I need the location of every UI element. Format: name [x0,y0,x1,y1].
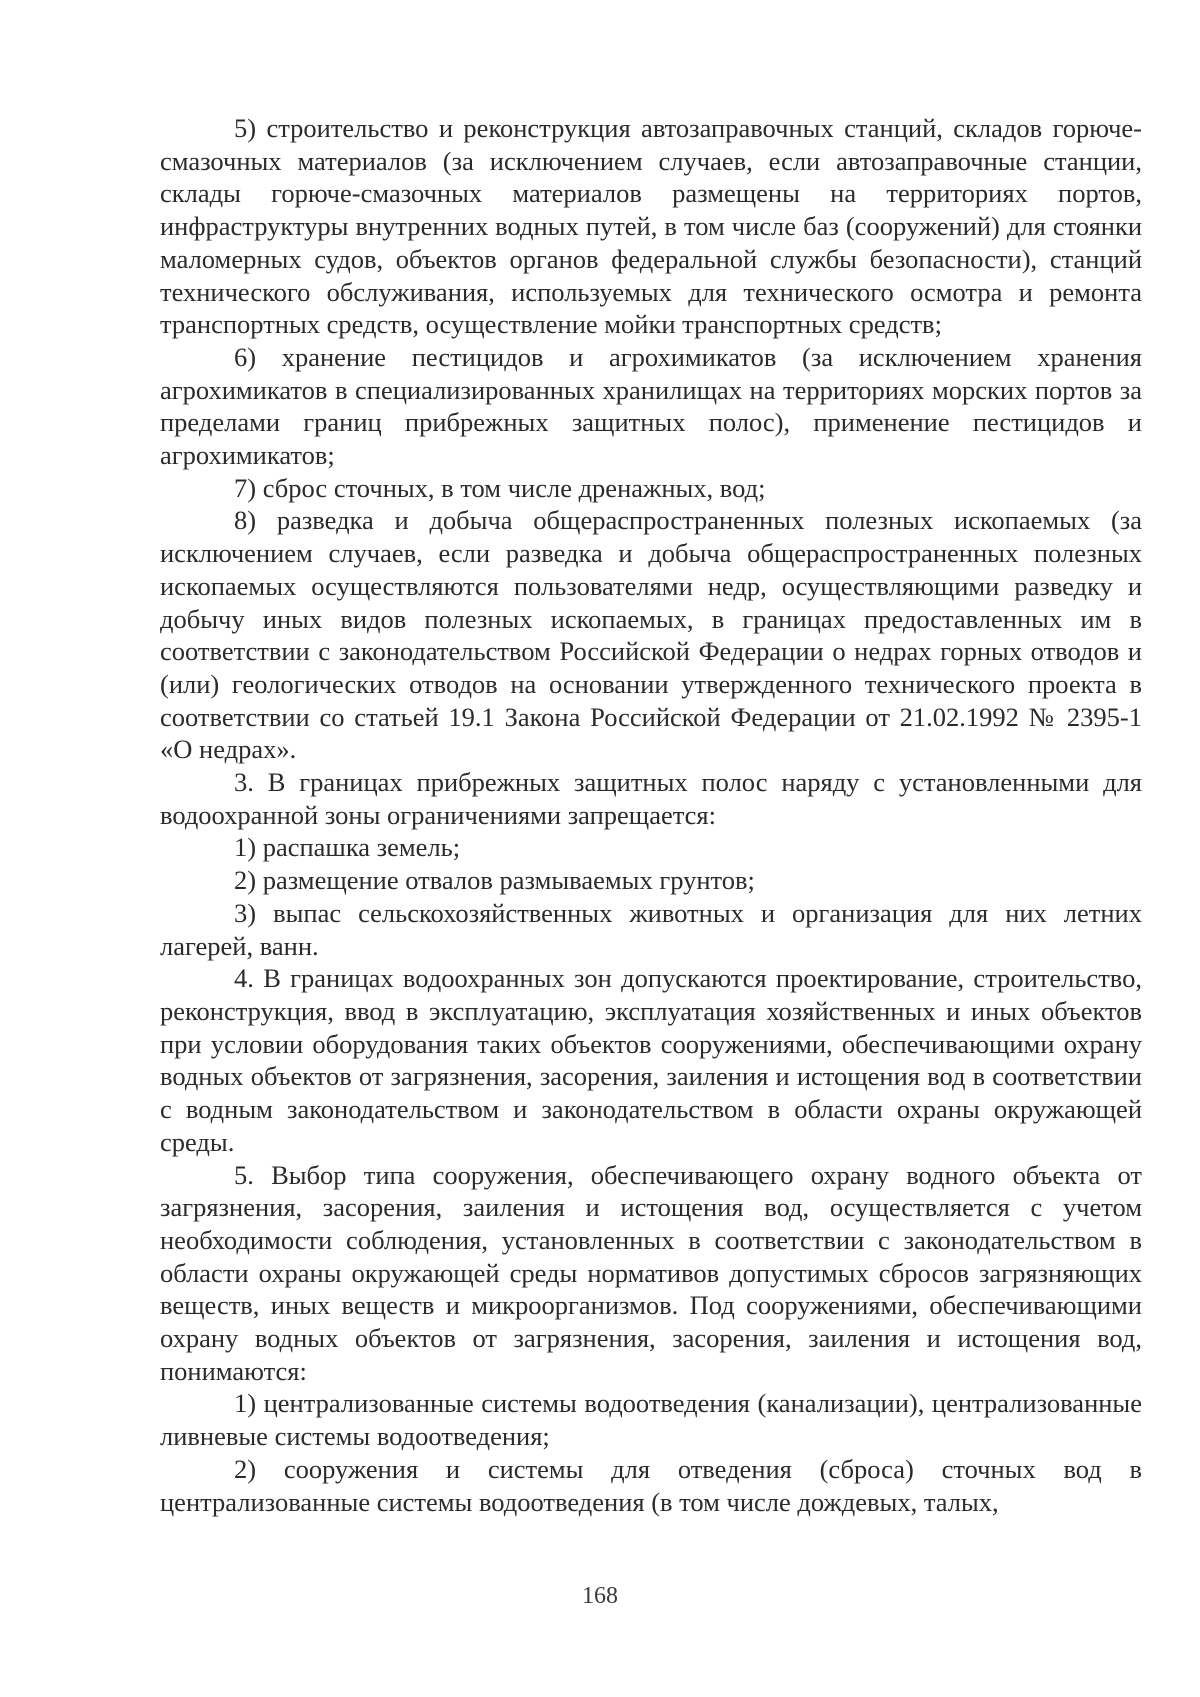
paragraph-section-3-item-1: 1) распашка земель; [234,832,461,863]
paragraph-section-3-item-2: 2) размещение отвалов размываемых грунтов; [234,865,755,896]
paragraph-item-6-pesticides: 6) хранение пестицидов и агрохимикатов (за исключением хранения агрохимикатов в специализированных хранилищах на территориях морских портов за пределами границ прибрежных защитных полос), применение пестицидов и агрохимикатов; [160,341,1142,471]
paragraph-item-7-wastewater: 7) сброс сточных, в том числе дренажных, вод; [234,472,766,503]
paragraph-section-5-item-1: 1) централизованные системы водоотведения (канализации), централизованные ливневые системы водоотведения; [160,1388,1142,1452]
page-number: 168 [582,1583,618,1609]
document-page [160,112,1142,1518]
paragraph-section-3: 3. В границах прибрежных защитных полос наряду с установленными для водоохранной зоны ограничениями запрещается: [160,767,1142,830]
paragraph-item-8-mining: 8) разведка и добыча общераспространенных полезных ископаемых (за исключением случаев, если разведка и добыча общераспространенных полезных ископаемых осуществляются пользователями недр, осуществляющими разведку и добычу иных видов полезных ископаемых, в границах предоставленных им в соответствии с законодательством Российской Федерации о недрах горных отводов и (или) геологических отводов на основании утвержденного технического проекта в соответствии со статьей 19.1 Закона Российской Федерации от 21.02.1992 № 2395-1 «О недрах». [160,505,1142,765]
paragraph-section-5: 5. Выбор типа сооружения, обеспечивающего охрану водного объекта от загрязнения, засорения, заиления и истощения вод, осуществляется с учетом необходимости соблюдения, установленных в соответствии с законодательством в области охраны окружающей среды нормативов допустимых сбросов загрязняющих веществ, иных веществ и микроорганизмов. Под сооружениями, обеспечивающими охрану водных объектов от загрязнения, засорения, заиления и истощения вод, понимаются: [160,1159,1142,1386]
paragraph-section-3-item-3: 3) выпас сельскохозяйственных животных и организация для них летних лагерей, ванн. [160,897,1142,961]
paragraph-item-5-fuel-stations: 5) строительство и реконструкция автозаправочных станций, складов горюче-смазочных материалов (за исключением случаев, если автозаправочные станции, склады горюче-смазочных материалов размещены на территориях портов, инфраструктуры внутренних водных путей, в том числе баз (сооружений) для стоянки маломерных судов, объектов органов федеральной службы безопасности), станций технического обслуживания, используемых для технического осмотра и ремонта транспортных средств, осуществление мойки транспортных средств; [160,113,1142,340]
paragraph-section-4: 4. В границах водоохранных зон допускаются проектирование, строительство, реконструкция, ввод в эксплуатацию, эксплуатация хозяйственных и иных объектов при условии оборудования таких объектов сооружениями, обеспечивающими охрану водных объектов от загрязнения, засорения, заиления и истощения вод в соответствии с водным законодательством и законодательством в области охраны окружающей среды. [160,963,1142,1157]
paragraph-section-5-item-2: 2) сооружения и системы для отведения (сброса) сточных вод в централизованные системы водоотведения (в том числе дождевых, талых, [160,1453,1142,1517]
